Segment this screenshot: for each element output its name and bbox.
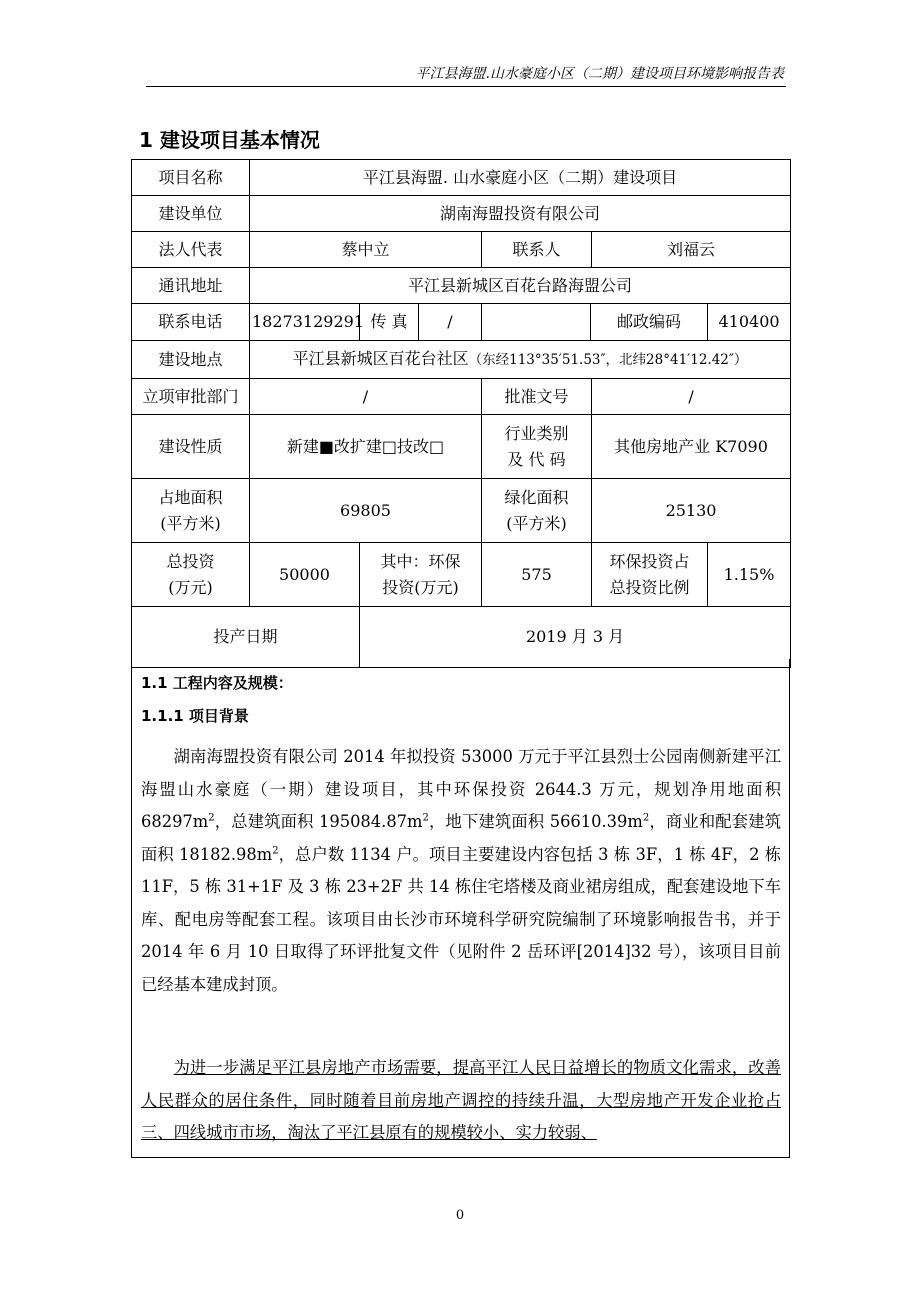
area-label-2: (平方米) <box>160 513 221 533</box>
ratio-label-2: 总投资比例 <box>609 577 690 597</box>
table-row <box>132 415 791 479</box>
start-date-label: 投产日期 <box>132 607 360 668</box>
env-invest-label-1: 其中：环保 <box>380 551 461 571</box>
postcode: 410400 <box>708 304 791 341</box>
green-label-2: (平方米) <box>506 513 567 533</box>
postcode-label: 邮政编码 <box>590 304 707 340</box>
contact-label: 联系人 <box>482 232 592 268</box>
env-invest: 575 <box>482 543 592 607</box>
address-label: 通讯地址 <box>132 268 250 304</box>
fax-label: 传 真 <box>360 304 419 340</box>
basic-info-table <box>131 159 791 668</box>
table-row <box>132 160 791 196</box>
green-label-1: 绿化面积 <box>504 487 569 507</box>
nature-label: 建设性质 <box>132 415 250 479</box>
industry: 其他房地产业 K7090 <box>592 415 791 479</box>
phone: 18273129291 <box>250 304 360 341</box>
nature: 新建■改扩建□技改□ <box>250 415 482 479</box>
approval-dept-label: 立项审批部门 <box>132 379 250 415</box>
subsection-heading: 1.1 工程内容及规模： <box>141 674 293 692</box>
legal-rep-label: 法人代表 <box>132 232 250 268</box>
phone-label: 联系电话 <box>132 304 250 341</box>
table-row <box>132 341 791 379</box>
industry-label-2: 及 代 码 <box>507 449 566 469</box>
project-name-label: 项目名称 <box>132 160 250 196</box>
green: 25130 <box>592 479 791 543</box>
ratio: 1.15% <box>708 543 791 607</box>
invest-label-2: (万元) <box>168 577 213 597</box>
approval-dept: / <box>250 379 482 415</box>
area: 69805 <box>250 479 482 543</box>
site: 平江县新城区百花台社区 <box>292 349 469 368</box>
site-coords: （东经113°35′51.53″，北纬28°41′12.42″） <box>468 352 748 368</box>
address: 平江县新城区百花台路海盟公司 <box>250 268 791 304</box>
running-header: 平江县海盟.山水豪庭小区（二期）建设项目环境影响报告表 <box>415 66 784 82</box>
area-label-1: 占地面积 <box>158 487 223 507</box>
fax: / <box>447 312 453 331</box>
subsubsection-heading: 1.1.1 项目背景 <box>141 707 249 725</box>
fax-spacer <box>482 304 590 340</box>
contact: 刘福云 <box>592 232 791 268</box>
header-rule <box>146 86 786 87</box>
background-paragraph: 湖南海盟投资有限公司 2014 年拟投资 53000 万元于平江县烈士公园南侧新建平江海盟山水豪庭（一期）建设项目，其中环保投资 2644.3 万元，规划净用地面积 $68297m^2$，总建筑面积 $195084.87m^2$，地下建筑面积 $56610.39m^2$，商业和配套建筑面积 $18182.98m^2$，总户数 1134 户。项目主要建设内容包括 3 栋 3F，1 栋 4F，2 栋 11F，5 栋 31+1F 及 3 栋 23+2F 共 14 栋住宅塔楼及商业裙房组成，配套建设地下车库、配电房等配套工程。该项目由长沙市环境科学研究院编制了环境影响报告书，并于 2014 年 6 月 10 日取得了环评批复文件（见附件 2 岳环评[2014]32 号），该项目目前已经基本建成封顶。 <box>141 747 781 994</box>
motivation-paragraph: 为进一步满足平江县房地产市场需要，提高平江人民日益增长的物质文化需求，改善人民群众的居住条件，同时随着目前房地产调控的持续升温，大型房地产开发企业抢占三、四线城市市场，淘汰了平江县原有的规模较小、实力较弱、 <box>141 1058 781 1142</box>
page-number: 0 <box>455 1208 465 1223</box>
start-date: 2019 月 3 月 <box>360 607 791 668</box>
table-row <box>132 304 791 341</box>
invest-label-1: 总投资 <box>166 551 215 571</box>
table-row <box>132 479 791 543</box>
unit: 湖南海盟投资有限公司 <box>250 196 791 232</box>
site-label: 建设地点 <box>132 341 250 379</box>
env-invest-label-2: 投资(万元) <box>382 577 459 597</box>
project-name: 平江县海盟. 山水豪庭小区（二期）建设项目 <box>250 160 791 196</box>
invest: 50000 <box>250 543 360 607</box>
table-row <box>132 268 791 304</box>
table-row <box>132 196 791 232</box>
industry-label-1: 行业类别 <box>504 423 569 443</box>
table-row <box>132 232 791 268</box>
legal-rep: 蔡中立 <box>250 232 482 268</box>
unit-label: 建设单位 <box>132 196 250 232</box>
table-row <box>132 543 791 607</box>
approval-no-label: 批准文号 <box>482 379 592 415</box>
section-title: 1 建设项目基本情况 <box>139 128 320 152</box>
table-row <box>132 379 791 415</box>
ratio-label-1: 环保投资占 <box>609 551 690 571</box>
approval-no: / <box>592 379 791 415</box>
